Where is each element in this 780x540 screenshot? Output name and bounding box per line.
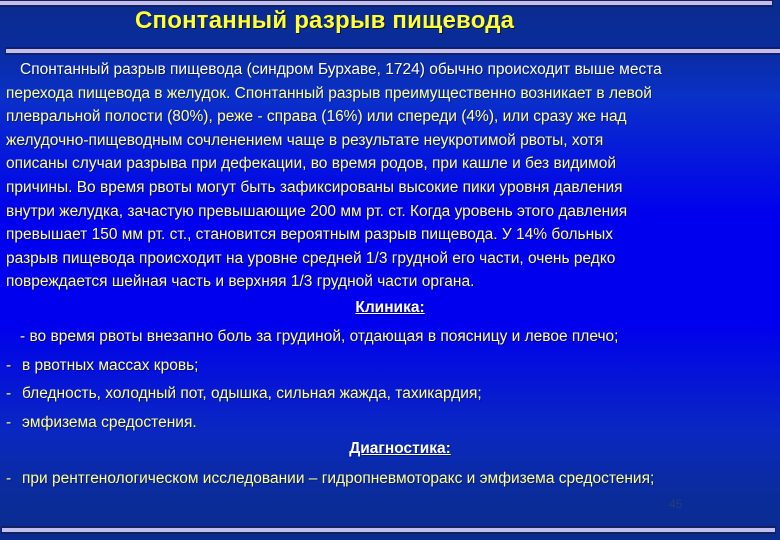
intro-line: причины. Во время рвоты могут быть зафиксированы высокие пики уровня давления — [6, 178, 623, 196]
clinic-item-text: эмфизема средостения. — [22, 413, 197, 431]
diagnostics-item-text: при рентгенологическом исследовании – гидропневмоторакс и эмфизема средостения; — [22, 470, 655, 487]
intro-paragraph — [6, 58, 776, 294]
clinic-item-text: бледность, холодный пот, одышка, сильная жажда, тахикардия; — [22, 385, 482, 402]
intro-line: перехода пищевода в желудок. Спонтанный разрыв преимущественно возникает в левой — [6, 84, 652, 102]
diagnostics-list — [6, 465, 776, 494]
intro-line: Спонтанный разрыв пищевода (синдром Бурхаве, 1724) обычно происходит выше места — [20, 61, 662, 78]
clinic-heading-text: Клиника: — [355, 299, 425, 316]
diagnostics-heading — [0, 440, 780, 458]
diagnostics-list-item — [6, 465, 776, 494]
title-divider-bar — [6, 48, 780, 54]
page-number: 45 — [669, 497, 683, 511]
intro-line: внутри желудка, зачастую превышающие 200 мм рт. ст. Когда уровень этого давления — [6, 202, 628, 220]
clinic-heading — [0, 299, 780, 317]
top-divider-bar — [0, 0, 772, 6]
clinic-item-text: в рвотных массах кровь; — [22, 356, 199, 374]
clinic-list-item — [6, 323, 776, 352]
bullet-dash: - — [20, 328, 26, 345]
slide-title: Спонтанный разрыв пищевода — [135, 7, 515, 34]
intro-line: описаны случаи разрыва при дефекации, во время родов, при кашле и без видимой — [6, 155, 616, 173]
clinic-list-item — [6, 409, 776, 438]
intro-line: разрыв пищевода происходит на уровне средней 1/3 грудной его части, очень редко — [6, 249, 616, 267]
intro-line: плевральной полости (80%), реже - справа (16%) или спереди (4%), или сразу же над — [6, 108, 627, 126]
bullet-dash: - — [6, 356, 12, 374]
bullet-dash: - — [6, 413, 12, 431]
clinic-item-text: во время рвоты внезапно боль за грудиной, отдающая в поясницу и левое плечо; — [29, 328, 619, 345]
intro-line: желудочно-пищеводным сочленением чаще в результате неукротимой рвоты, хотя — [6, 131, 604, 149]
clinic-list — [6, 323, 776, 437]
clinic-list-item — [6, 352, 776, 381]
clinic-list-item — [6, 380, 776, 409]
bullet-dash: - — [6, 385, 12, 402]
diagnostics-heading-text: Диагностика: — [349, 440, 451, 457]
bullet-dash: - — [6, 470, 12, 487]
bottom-divider-bar — [2, 527, 775, 533]
intro-line: превышает 150 мм рт. ст., становится вероятным разрыв пищевода. У 14% больных — [6, 226, 614, 244]
intro-line: повреждается шейная часть и верхняя 1/3 грудной части органа. — [6, 273, 475, 291]
